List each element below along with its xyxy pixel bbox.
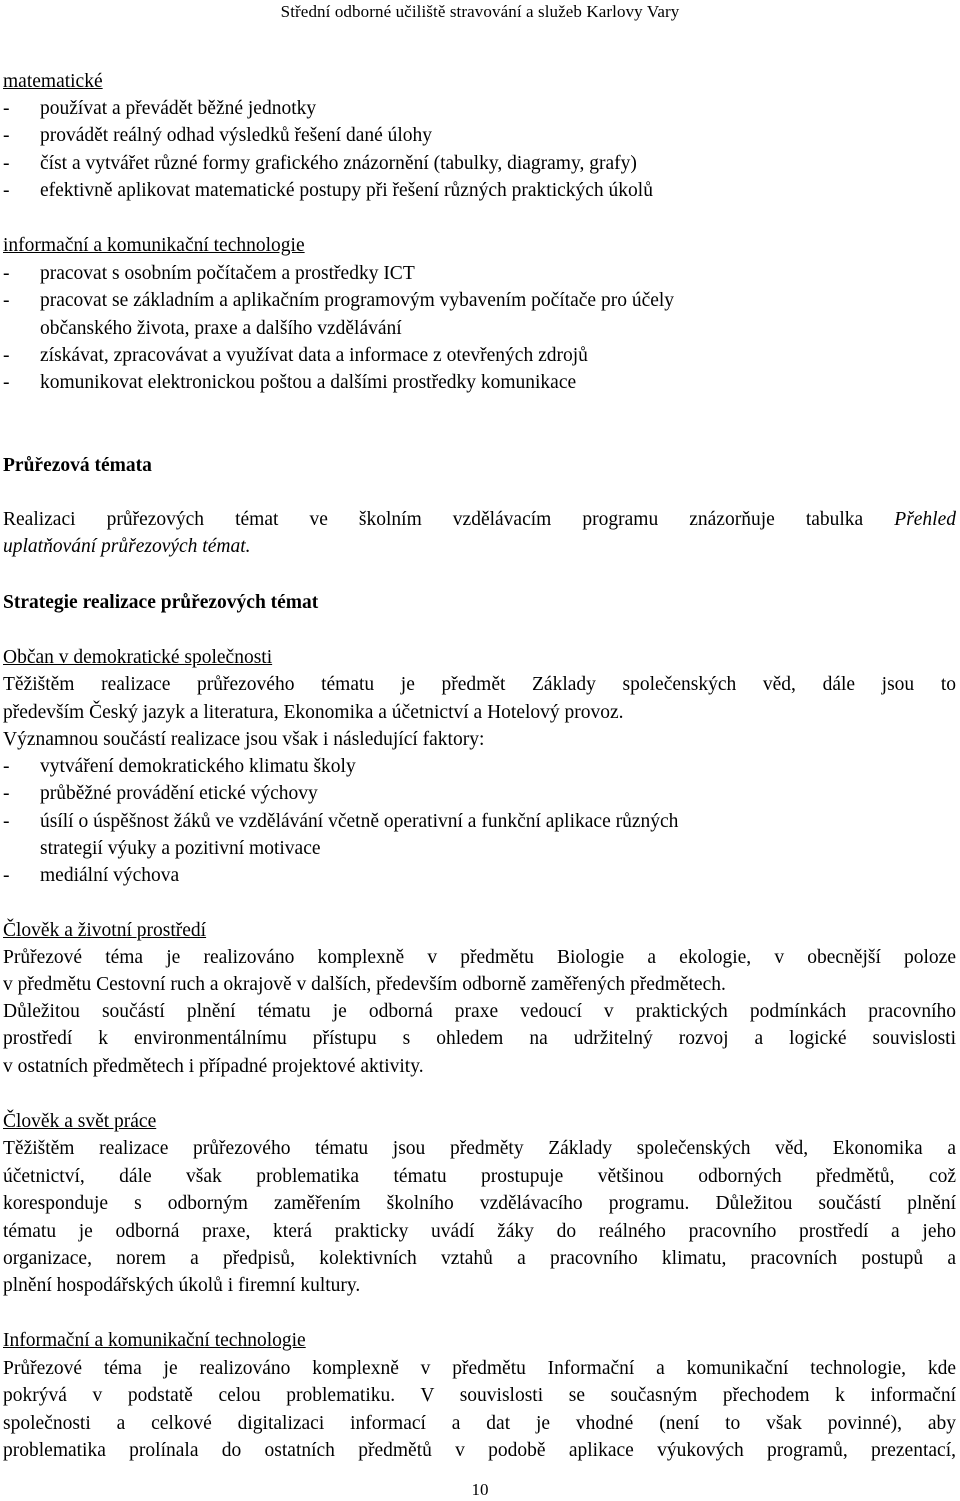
list-item: - pracovat se základním a aplikačním programovým vybavením počítače pro účely [3, 290, 675, 311]
paragraph-line: v předmětu Cestovní ruch a okrajově v dalších, především odborně zaměřených předmětech. [3, 974, 726, 995]
citizen-heading: Občan v demokratické společnosti [3, 647, 273, 668]
paragraph-line: Těžištěm realizace průřezového tématu je předmět Základy společenských věd, dále jsou to [3, 674, 956, 695]
paragraph-line: plnění hospodářských úkolů i firemní kultury. [3, 1275, 361, 1296]
list-item: - mediální výchova [3, 865, 180, 886]
paragraph-line: účetnictví, dále však problematika tématu prostupuje většinou odborných předmětů, což [3, 1166, 956, 1187]
paragraph-line: tématu je odborná praxe, která prakticky uvádí žáky do reálného pracovního prostředí a jeho [3, 1221, 956, 1242]
list-item: - komunikovat elektronickou poštou a dalšími prostředky komunikace [3, 372, 577, 393]
paragraph-line: Průřezové téma je realizováno komplexně v předmětu Informační a komunikační technologie, kde [3, 1358, 956, 1379]
section-title-strategy: Strategie realizace průřezových témat [3, 592, 319, 613]
section-title-crosscut: Průřezová témata [3, 455, 152, 476]
paragraph-line: organizace, norem a předpisů, kolektivních vztahů a pracovního klimatu, pracovních postupů a [3, 1248, 956, 1269]
paragraph-line: prostředí k environmentálnímu přístupu s ohledem na udržitelný rozvoj a logické souvislosti [3, 1028, 956, 1049]
page-number: 10 [471, 1480, 489, 1499]
ict-topic-heading: Informační a komunikační technologie [3, 1330, 306, 1351]
list-item: - používat a převádět běžné jednotky [3, 98, 317, 119]
paragraph-line: Těžištěm realizace průřezového tématu jsou předměty Základy společenských věd, Ekonomika a [3, 1138, 956, 1159]
list-item: - úsílí o úspěšnost žáků ve vzdělávání včetně operativní a funkční aplikace různých [3, 811, 679, 832]
crosscut-intro-line2: uplatňování průřezových témat. [3, 536, 251, 557]
work-heading: Člověk a svět práce [3, 1111, 157, 1132]
paragraph-line: Důležitou součástí plnění tématu je odborná praxe vedoucí v praktických podmínkách pracovního [3, 1001, 956, 1022]
list-item: - vytváření demokratického klimatu školy [3, 756, 356, 777]
paragraph-line: společnosti a celkové digitalizaci informací a dat je vhodné (není to však povinné), aby [3, 1413, 956, 1434]
list-item: - průběžné provádění etické výchovy [3, 783, 318, 804]
crosscut-intro-line1: Realizaci průřezových témat ve školním vzdělávacím programu znázorňuje tabulka Přehled [3, 509, 956, 530]
paragraph-line: v ostatních předmětech i případné projektové aktivity. [3, 1056, 424, 1077]
paragraph-line: pokrývá v podstatě celou problematiku. V souvislosti se současným přechodem k informační [3, 1385, 956, 1406]
list-item: - efektivně aplikovat matematické postupy při řešení různých praktických úkolů [3, 180, 653, 201]
list-item-continuation: občanského života, praxe a dalšího vzdělávání [40, 318, 402, 339]
page-header: Střední odborné učiliště stravování a služeb Karlovy Vary [280, 2, 680, 21]
environment-heading: Člověk a životní prostředí [3, 920, 207, 941]
paragraph-line: problematika prolínala do ostatních předmětů v podobě aplikace výukových programů, prezentací, [3, 1440, 956, 1461]
list-item-continuation: strategií výuky a pozitivní motivace [40, 838, 321, 859]
ict-heading: informační a komunikační technologie [3, 235, 305, 256]
paragraph-line: Významnou součástí realizace jsou však i následující faktory: [3, 729, 485, 750]
paragraph-line: především Český jazyk a literatura, Ekonomika a účetnictví a Hotelový provoz. [3, 702, 624, 723]
list-item: - získávat, zpracovávat a využívat data a informace z otevřených zdrojů [3, 345, 588, 366]
list-item: - pracovat s osobním počítačem a prostředky ICT [3, 263, 415, 284]
paragraph-line: koresponduje s odborným zaměřením školního vzdělávacího programu. Důležitou součástí plnění [3, 1193, 956, 1214]
paragraph-line: Průřezové téma je realizováno komplexně v předmětu Biologie a ekologie, v obecnější poloze [3, 947, 956, 968]
list-item: - číst a vytvářet různé formy grafického znázornění (tabulky, diagramy, grafy) [3, 153, 637, 174]
list-item: - provádět reálný odhad výsledků řešení dané úlohy [3, 125, 433, 146]
math-heading: matematické [3, 71, 103, 92]
